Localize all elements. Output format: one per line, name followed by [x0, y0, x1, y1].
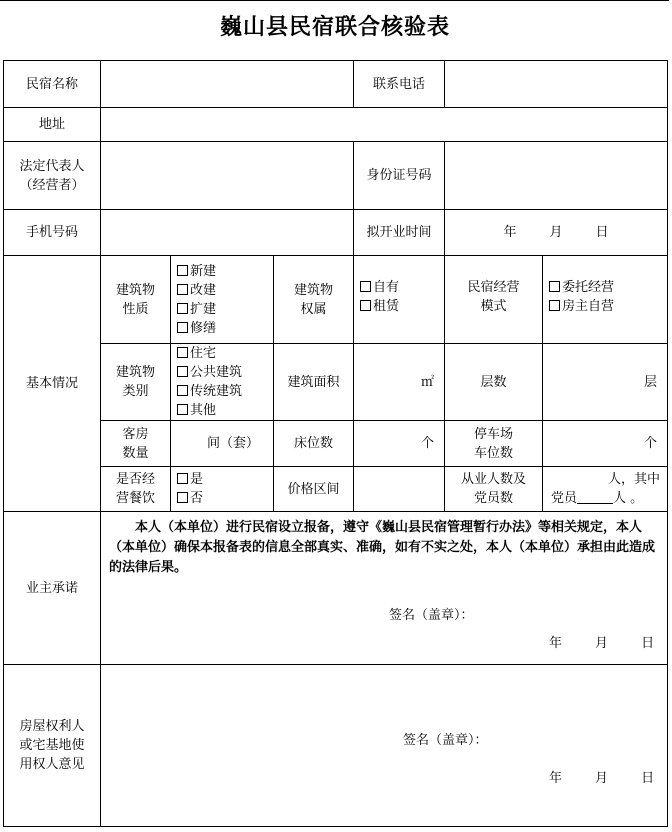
- label-id-number: 身份证号码: [354, 142, 445, 210]
- name-field[interactable]: [101, 61, 354, 108]
- checkbox-icon: [177, 322, 188, 333]
- checkbox-icon: [177, 303, 188, 314]
- row-opinion: [4, 665, 668, 827]
- label-legal-rep-sub: （经营者）: [19, 177, 85, 193]
- label-opinion-3: 用权人意见: [19, 757, 85, 772]
- staff-line-2: 党员 人 。: [551, 491, 644, 506]
- verification-table: [3, 60, 668, 827]
- label-opinion-1: 房屋权利人: [19, 719, 85, 734]
- label-rooms-1: 客房: [122, 426, 149, 442]
- label-opinion-2: 或宅基地使: [19, 738, 85, 753]
- promise-signature[interactable]: 签名（盖章）：: [389, 608, 474, 623]
- label-mobile: 手机号码: [4, 210, 101, 256]
- label-rooms-2: 数量: [122, 445, 149, 461]
- label-rooms: [101, 421, 171, 467]
- label-promise: 业主承诺: [4, 512, 101, 665]
- planned-open-date[interactable]: 年 月 日: [445, 210, 668, 256]
- promise-content: [109, 518, 659, 659]
- promise-text: 本人（本单位）进行民宿设立报备，遵守《巍山县民宿管理暂行办法》等相关规定，本人（本单位）确保本报备表的信息全部真实、准确，如有不实之处，本人（本单位）承担由此造成的法律后果。: [109, 520, 656, 575]
- label-building-type: [101, 344, 171, 421]
- row-rooms: [4, 421, 668, 467]
- mode-options: [543, 256, 668, 344]
- checkbox-icon: [177, 366, 188, 377]
- legal-rep-field[interactable]: [101, 142, 354, 210]
- checkbox-icon: [177, 347, 188, 358]
- option-traditional-building[interactable]: 传统建筑: [177, 382, 270, 401]
- contact-phone-field[interactable]: [445, 61, 668, 108]
- rooms-field[interactable]: 间（套）: [171, 421, 274, 467]
- label-building-nature: [101, 256, 171, 344]
- label-staff-1: 从业人数及: [461, 472, 527, 487]
- checkbox-icon: [177, 473, 188, 484]
- row-legal-rep: [4, 142, 668, 210]
- area-field[interactable]: ㎡: [354, 344, 445, 421]
- label-price-range: 价格区间: [274, 467, 354, 512]
- option-public-building[interactable]: 公共建筑: [177, 363, 270, 382]
- label-building-type-2: 类别: [122, 384, 149, 399]
- checkbox-icon: [549, 281, 560, 292]
- label-building-type-1: 建筑物: [115, 365, 155, 380]
- floors-field[interactable]: 层: [543, 344, 668, 421]
- label-mode-2: 模式: [480, 299, 507, 314]
- promise-cell: [101, 512, 668, 665]
- label-catering: [101, 467, 171, 512]
- label-catering-1: 是否经: [115, 472, 155, 487]
- building-type-options: [171, 344, 274, 421]
- option-owned[interactable]: 自有: [360, 278, 441, 297]
- row-catering: [4, 467, 668, 512]
- opinion-content: [109, 671, 659, 821]
- label-building-owner-1: 建筑物: [294, 282, 334, 298]
- checkbox-icon: [177, 385, 188, 396]
- label-parking: [445, 421, 543, 467]
- checkbox-icon: [177, 265, 188, 276]
- label-building-owner-2: 权属: [300, 301, 327, 317]
- option-residence[interactable]: 住宅: [177, 344, 270, 363]
- label-building-nature-2: 性质: [122, 301, 149, 317]
- label-opinion: [4, 665, 101, 827]
- label-legal-rep-main: 法定代表人: [19, 158, 85, 174]
- label-staff-2: 党员数: [474, 491, 514, 506]
- catering-options: [171, 467, 274, 512]
- label-legal-rep: [4, 142, 101, 210]
- address-field[interactable]: [101, 108, 668, 142]
- option-no[interactable]: 否: [177, 489, 270, 508]
- opinion-signature[interactable]: 签名（盖章）：: [403, 733, 488, 748]
- party-member-blank: [577, 491, 613, 504]
- label-planned-open: 拟开业时间: [354, 210, 445, 256]
- label-catering-2: 营餐饮: [115, 491, 155, 506]
- checkbox-icon: [549, 300, 560, 311]
- label-name: 民宿名称: [4, 61, 101, 108]
- label-building-nature-1: 建筑物: [115, 282, 155, 298]
- option-expand[interactable]: 扩建: [177, 300, 270, 319]
- opinion-cell: [101, 665, 668, 827]
- option-self-operated[interactable]: 房主自营: [549, 297, 664, 316]
- checkbox-icon: [360, 281, 371, 292]
- staff-line-1: 人，其中: [608, 472, 661, 487]
- id-number-field[interactable]: [445, 142, 668, 210]
- label-parking-1: 停车场: [474, 426, 514, 442]
- option-repair[interactable]: 修缮: [177, 319, 270, 338]
- opinion-date[interactable]: 年 月 日: [549, 771, 655, 786]
- label-address: 地址: [4, 108, 101, 142]
- top-border: [0, 0, 669, 2]
- option-entrusted[interactable]: 委托经营: [549, 278, 664, 297]
- checkbox-icon: [177, 284, 188, 295]
- price-range-field[interactable]: [354, 467, 445, 512]
- checkbox-icon: [177, 492, 188, 503]
- row-address: [4, 108, 668, 142]
- row-name: [4, 61, 668, 108]
- option-new[interactable]: 新建: [177, 262, 270, 281]
- option-rented[interactable]: 租赁: [360, 297, 441, 316]
- row-mobile: [4, 210, 668, 256]
- label-staff: [445, 467, 543, 512]
- promise-date[interactable]: 年 月 日: [549, 636, 655, 651]
- row-promise: [4, 512, 668, 665]
- row-building-type: [4, 344, 668, 421]
- option-rebuild[interactable]: 改建: [177, 281, 270, 300]
- option-yes[interactable]: 是: [177, 470, 270, 489]
- staff-field[interactable]: [543, 467, 668, 512]
- label-mode: [445, 256, 543, 344]
- page-title: 巍山县民宿联合核验表: [219, 14, 450, 40]
- label-basic-info: 基本情况: [4, 256, 101, 512]
- label-mode-1: 民宿经营: [467, 280, 520, 295]
- label-parking-2: 车位数: [474, 445, 514, 461]
- option-other[interactable]: 其他: [177, 401, 270, 420]
- label-area: 建筑面积: [274, 344, 354, 421]
- building-owner-options: [354, 256, 445, 344]
- row-building-nature: [4, 256, 668, 344]
- parking-field[interactable]: 个: [543, 421, 668, 467]
- label-beds: 床位数: [274, 421, 354, 467]
- label-contact-phone: 联系电话: [354, 61, 445, 108]
- label-building-owner: [274, 256, 354, 344]
- building-nature-options: [171, 256, 274, 344]
- label-floors: 层数: [445, 344, 543, 421]
- checkbox-icon: [360, 300, 371, 311]
- beds-field[interactable]: 个: [354, 421, 445, 467]
- mobile-field[interactable]: [101, 210, 354, 256]
- checkbox-icon: [177, 404, 188, 415]
